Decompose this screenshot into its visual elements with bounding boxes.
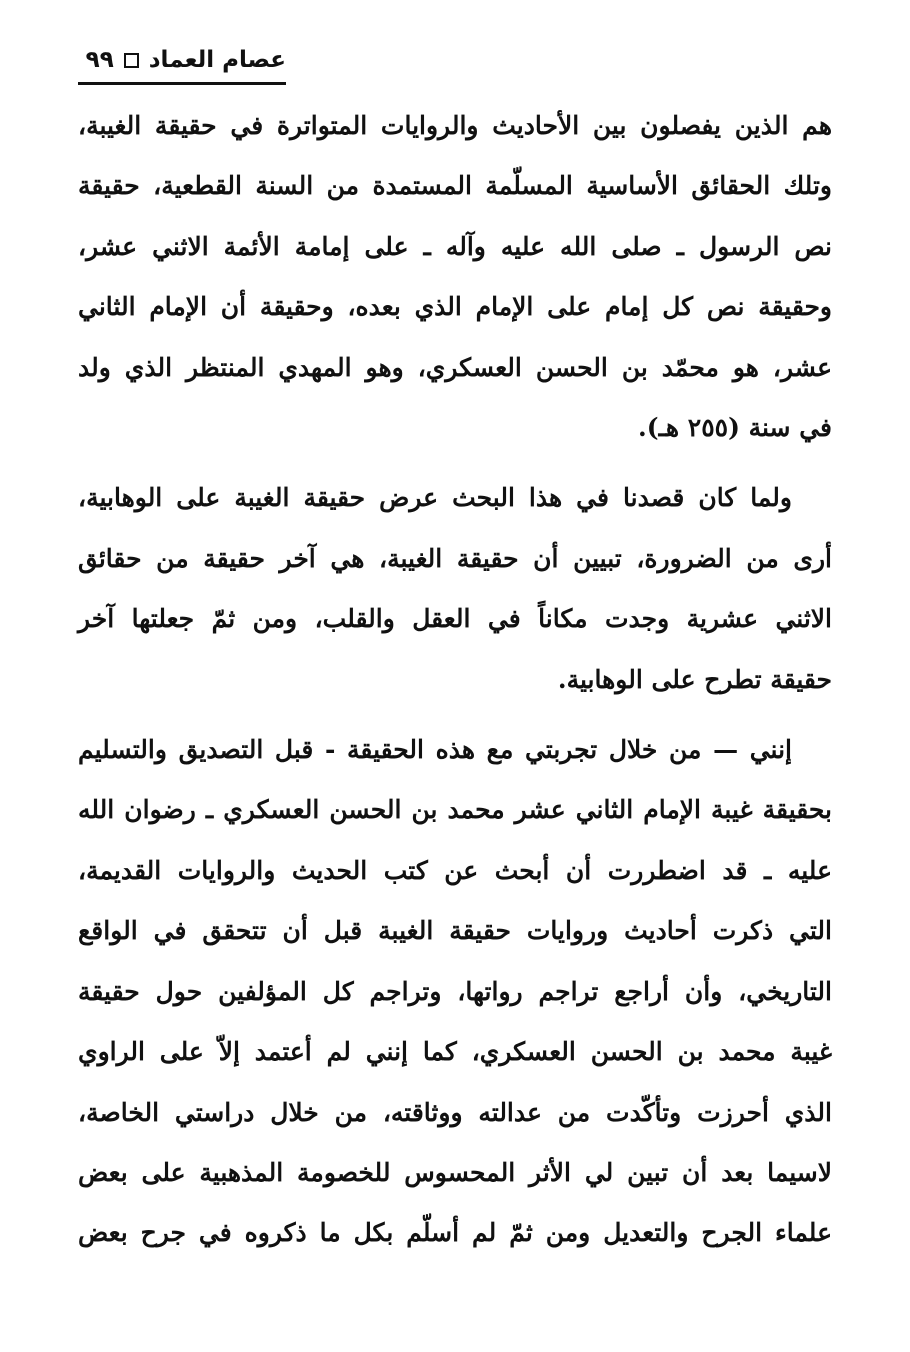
page-number: ٩٩ bbox=[85, 47, 114, 73]
text-line: هم الذين يفصلون بين الأحاديث والروايات المتواترة في حقيقة الغيبة، bbox=[78, 111, 832, 140]
text-line: وتلك الحقائق الأساسية المسلّمة المستمدة من السنة القطعية، حقيقة bbox=[78, 171, 832, 201]
book-title: عصام العماد bbox=[148, 47, 286, 73]
text-line: عليه ـ قد اضطررت أن أبحث عن كتب الحديث والروايات القديمة، bbox=[78, 855, 832, 885]
text-line: عشر، هو محمّد بن الحسن العسكري، وهو المهدي المنتظر الذي ولد bbox=[78, 352, 832, 382]
text-line: في سنة (٢٥٥ هـ). bbox=[638, 413, 832, 443]
body-text bbox=[78, 96, 832, 1264]
text-line: أرى من الضرورة، تبيين أن حقيقة الغيبة، هي آخر حقيقة من حقائق bbox=[78, 543, 832, 573]
text-line: التي ذكرت أحاديث وروايات حقيقة الغيبة قبل أن تتحقق في الواقع bbox=[78, 916, 832, 946]
square-box-icon bbox=[124, 53, 139, 68]
text-line: الذي أحرزت وتأكّدت من عدالته ووثاقته، من خلال دراستي الخاصة، bbox=[78, 1097, 832, 1127]
running-header bbox=[78, 38, 286, 82]
text-line: ولما كان قصدنا في هذا البحث عرض حقيقة الغيبة على الوهابية، bbox=[78, 483, 792, 513]
paragraph bbox=[78, 468, 832, 710]
text-line: لاسيما بعد أن تبين لي الأثر المحسوس للخصومة المذهبية على بعض bbox=[78, 1157, 832, 1187]
header-rule bbox=[78, 82, 286, 85]
text-line: علماء الجرح والتعديل ومن ثمّ لم أسلّم بكل ما ذكروه في جرح بعض bbox=[78, 1218, 832, 1248]
text-line: وحقيقة نص كل إمام على الإمام الذي بعده، وحقيقة أن الإمام الثاني bbox=[78, 292, 832, 322]
text-line: الاثني عشرية وجدت مكاناً في العقل والقلب، ومن ثمّ جعلتها آخر bbox=[78, 604, 832, 634]
paragraph bbox=[78, 96, 832, 458]
paragraph bbox=[78, 720, 832, 1264]
text-line: حقيقة تطرح على الوهابية. bbox=[557, 664, 832, 694]
text-line: غيبة محمد بن الحسن العسكري، كما إنني لم أعتمد إلاّ على الراوي bbox=[78, 1037, 832, 1067]
text-line: بحقيقة غيبة الإمام الثاني عشر محمد بن الحسن العسكري ـ رضوان الله bbox=[78, 795, 832, 825]
text-line: نص الرسول ـ صلى الله عليه وآله ـ على إمامة الأئمة الاثني عشر، bbox=[78, 231, 832, 261]
text-line: التاريخي، وأن أراجع تراجم رواتها، وتراجم كل المؤلفين حول حقيقة bbox=[78, 976, 832, 1006]
text-line: إنني — من خلال تجربتي مع هذه الحقيقة - قبل التصديق والتسليم bbox=[78, 735, 792, 765]
